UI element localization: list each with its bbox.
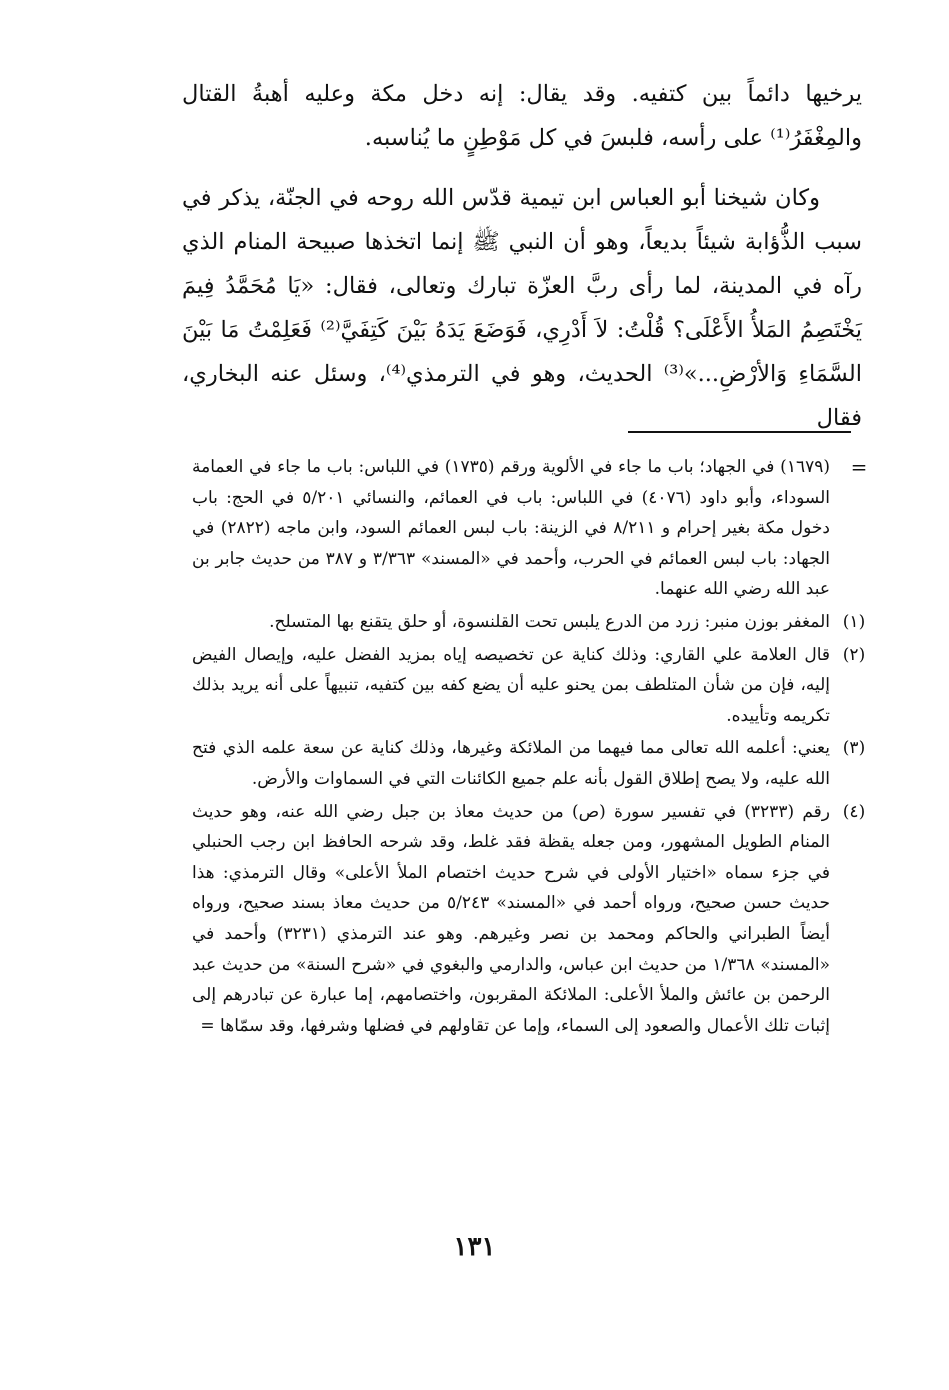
footnote-number: (٣) <box>842 738 866 759</box>
paragraph-1: يرخيها دائماً بين كتفيه. وقد يقال: إنه دخل مكة وعليه أهبةُ القتال والمِغْفَرُ⁽¹⁾ على رأسه، فلبسَ في كل مَوْطِنٍ ما يُناسبه. <box>182 81 862 151</box>
footnotes <box>182 452 870 1041</box>
footnote-number: (٢) <box>842 644 866 665</box>
footnote-3 <box>192 733 866 794</box>
footnote-1 <box>192 607 866 638</box>
footnote-number: (٤) <box>842 801 866 822</box>
paragraph-2: وكان شيخنا أبو العباس ابن تيمية قدّس الله روحه في الجنّة، يذكر في سبب الذُّؤابة شيئاً بديعاً، وهو أن النبي ﷺ إنما اتخذها صبيحة المنام الذي رآه في المدينة، لما رأى ربَّ العزّة تبارك وتعالى، فقال: «يَا مُحَمَّدُ فِيمَ يَخْتَصِمُ المَلأُ الأَعْلَى؟ قُلْتُ: لاَ أَدْرِي، فَوَضَعَ يَدَهُ بَيْنَ كَتِفَيَّ⁽²⁾ فَعَلِمْتُ مَا بَيْنَ السَّمَاءِ وَالأرْضِ...»⁽³⁾ الحديث، وهو في الترمذي⁽⁴⁾، وسئل عنه البخاري، فقال <box>182 185 862 431</box>
footnote-text: المغفر بوزن منبر: زرد من الدرع يلبس تحت القلنسوة، أو حلق يتقنع بها المتسلح. <box>269 611 830 632</box>
footnote-2 <box>192 640 866 732</box>
footnote-number: (١) <box>842 611 866 632</box>
main-text <box>182 72 862 440</box>
footnote-text: يعني: أعلمه الله تعالى مما فيهما من الملائكة وغيرها، وذلك كناية عن سعة علمه الذي فتح الله عليه، ولا يصح إطلاق القول بأنه علم جميع الكائنات التي في السماوات والأرض. <box>192 738 830 789</box>
footnote-text: رقم (٣٢٣٣) في تفسير سورة (ص) من حديث معاذ بن جبل رضي الله عنه، وهو حديث المنام الطويل المشهور، ومن جعله يقظة فقد غلط، وقد شرحه الحافظ ابن رجب الحنبلي في جزء سماه «اختيار الأولى في شرح حديث اختصام الملأ الأعلى» وقال الترمذي: هذا حديث حسن صحيح، ورواه أحمد في «المسند» ٥/٢٤٣ من حديث معاذ بسند صحيح، ورواه أيضاً الطبراني والحاكم ومحمد بن نصر وغيرهم. وهو عند الترمذي (٣٢٣١) وأحمد في «المسند» ١/٣٦٨ من حديث ابن عباس، والدارمي والبغوي في «شرح السنة» من حديث عبد الرحمن بن عائش والملأ الأعلى: الملائكة المقربون، واختصامهم، إما عبارة عن تبادرهم إلى إثبات تلك الأعمال والصعود إلى السماء، وإما عن تقاولهم في فضلها وشرفها، وقد سمّاها = <box>192 801 831 1036</box>
footnote-4 <box>192 797 866 1042</box>
footnote-divider <box>628 431 851 433</box>
page-number: ١٣١ <box>453 1232 496 1262</box>
footnote-continuation: (١٦٧٩) في الجهاد؛ باب ما جاء في الألوية ورقم (١٧٣٥) في اللباس: باب ما جاء في العمامة السوداء، وأبو داود (٤٠٧٦) في اللباس: باب في العمائم، والنسائي ٥/٢٠١ في الحج: باب دخول مكة بغير إحرام و ٨/٢١١ في الزينة: باب لبس العمائم السود، وابن ماجه (٢٨٢٢) في الجهاد: باب لبس العمائم في الحرب، وأحمد في «المسند» ٣/٣٦٣ و ٣٨٧ من حديث جابر بن عبد الله رضي الله عنهما. <box>192 457 830 600</box>
footnote-text: قال العلامة علي القاري: وذلك كناية عن تخصيصه إياه بمزيد الفضل عليه، وإيصال الفيض إليه، فإن من شأن المتلطف بمن يحنو عليه أن يضع كفه بين كتفيه، تنبيهاً على أنه يريد بذلك تكريمه وتأييده. <box>192 644 830 726</box>
footnote-continuation-marker: = <box>850 455 868 479</box>
